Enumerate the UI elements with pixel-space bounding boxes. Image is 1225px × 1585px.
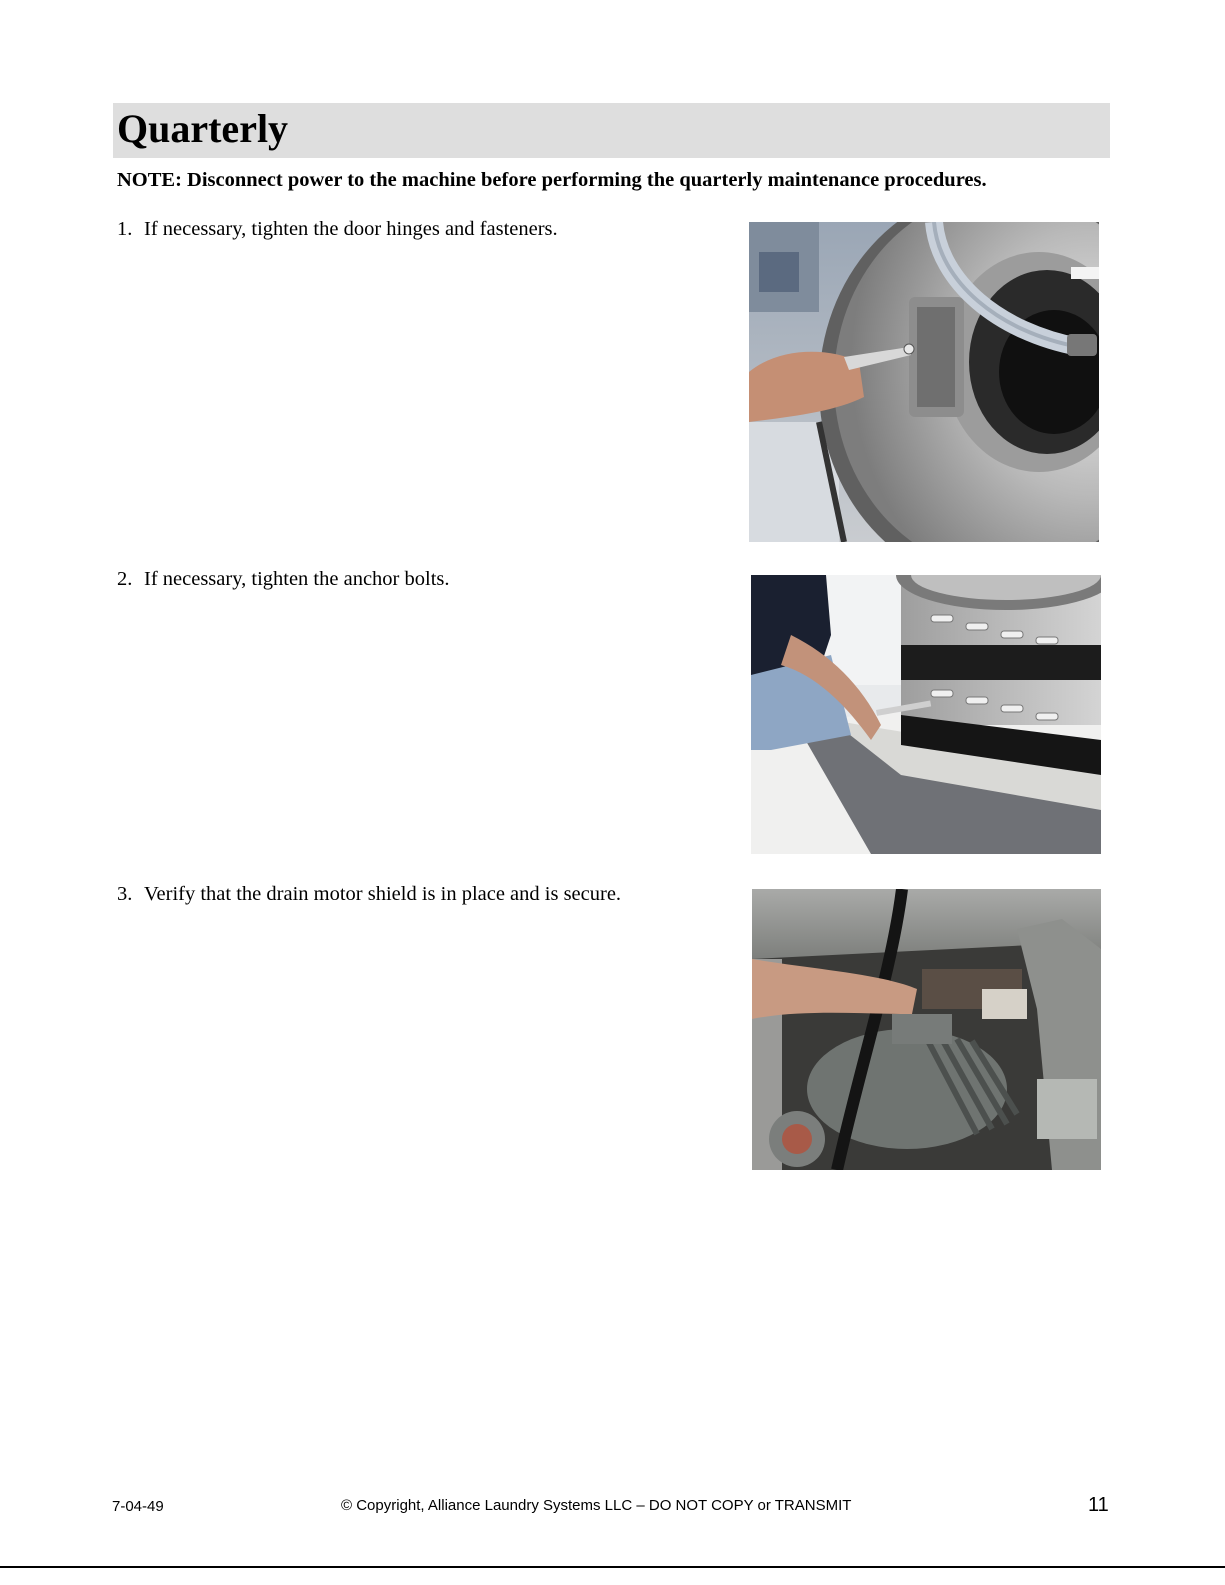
- step-number: 2.: [117, 568, 133, 590]
- copyright-notice: © Copyright, Alliance Laundry Systems LLC – DO NOT COPY or TRANSMIT: [341, 1497, 852, 1514]
- section-title: Quarterly: [117, 106, 289, 151]
- anchor-bolt-photo: [751, 575, 1101, 854]
- step-item: [117, 566, 450, 592]
- page-number: 11: [1088, 1494, 1109, 1516]
- safety-note: NOTE: Disconnect power to the machine before performing the quarterly maintenance procedures.: [117, 169, 987, 191]
- door-hinge-photo: [749, 222, 1099, 542]
- step-item: [117, 216, 558, 242]
- drain-motor-photo: [752, 889, 1101, 1170]
- step-text: If necessary, tighten the door hinges and fasteners.: [144, 218, 558, 240]
- section-header-bar: [113, 103, 1110, 158]
- step-text: Verify that the drain motor shield is in place and is secure.: [144, 883, 622, 905]
- step-item: [117, 881, 621, 907]
- step-text: If necessary, tighten the anchor bolts.: [144, 568, 450, 590]
- document-number: 7-04-49: [112, 1498, 164, 1515]
- step-number: 1.: [117, 218, 133, 240]
- bottom-rule: [0, 1566, 1225, 1568]
- step-number: 3.: [117, 883, 133, 905]
